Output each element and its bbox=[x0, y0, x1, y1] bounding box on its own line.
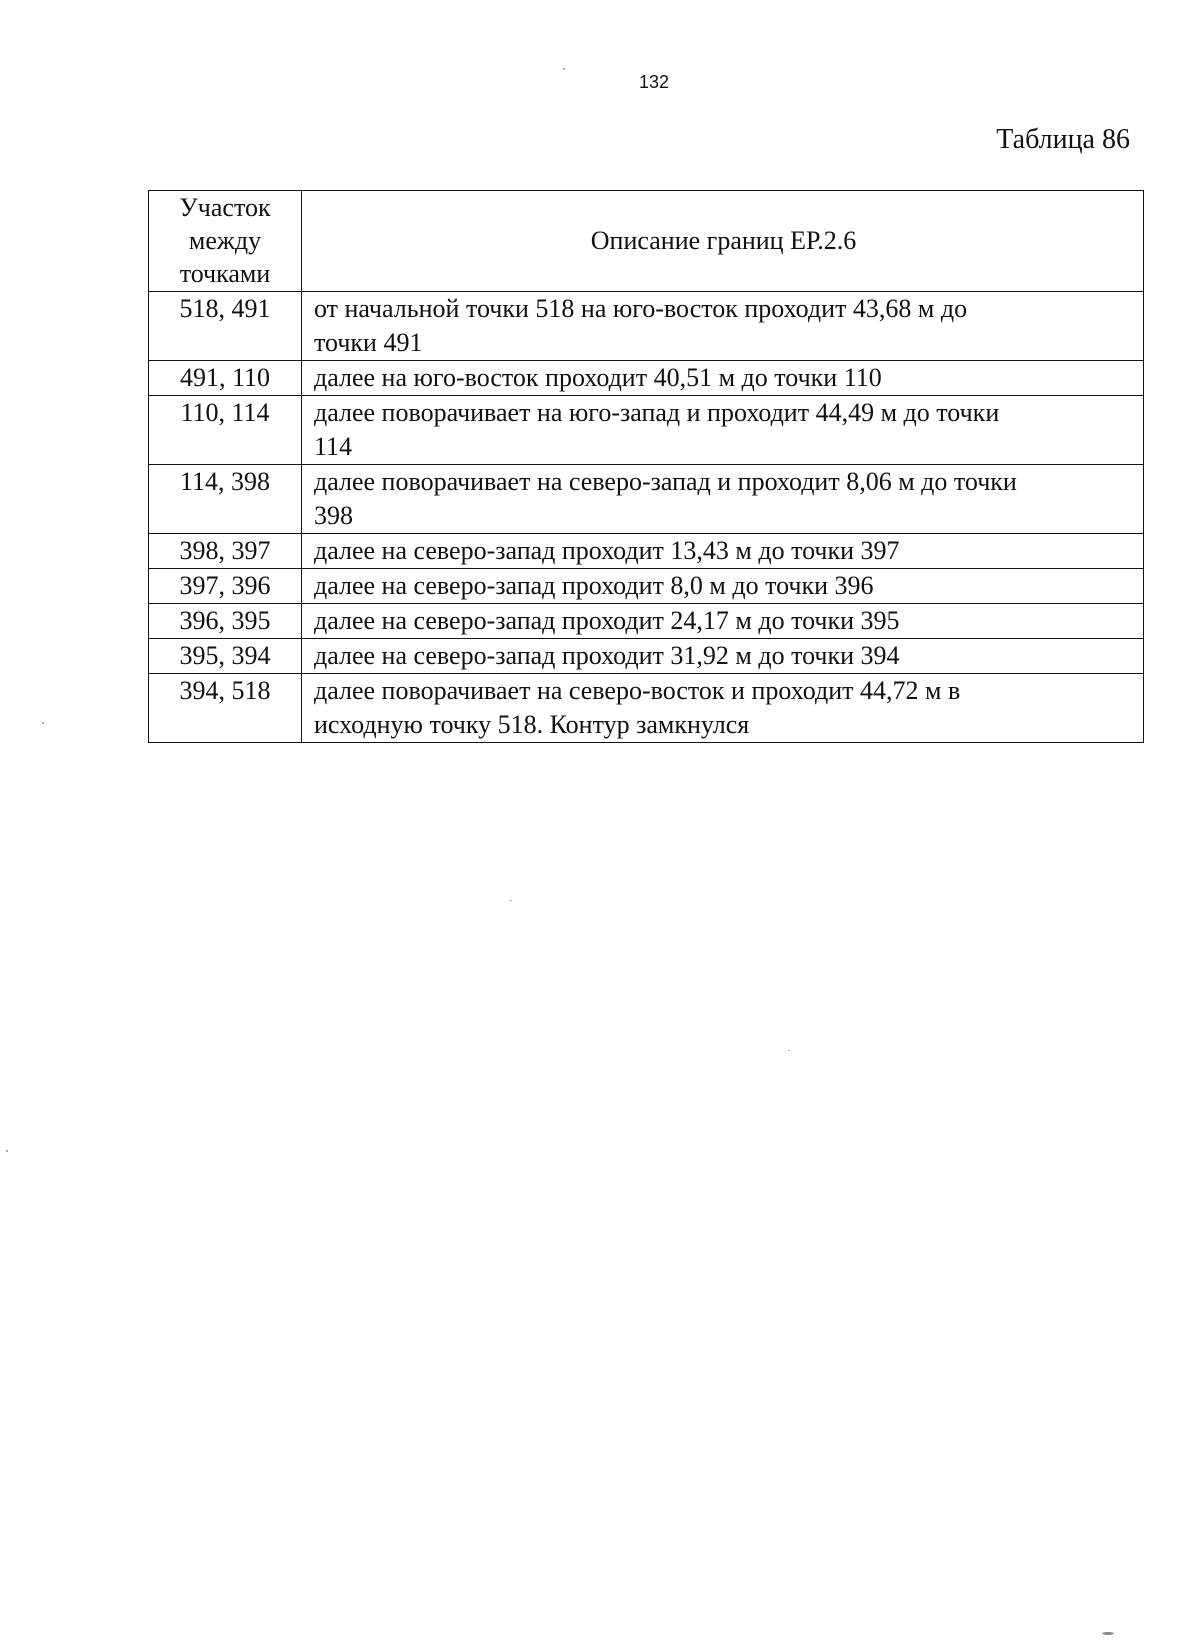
description-cell bbox=[302, 361, 1144, 396]
header-segment: Участок между точками bbox=[149, 191, 302, 292]
segment-cell: 110, 114 bbox=[149, 396, 302, 465]
scan-speck bbox=[510, 900, 512, 901]
description-cell bbox=[302, 465, 1144, 534]
description-text: от начальной точки 518 на юго-восток проходит 43,68 м до точки 491 bbox=[314, 294, 968, 357]
scan-speck bbox=[42, 722, 44, 724]
description-cell bbox=[302, 604, 1144, 639]
table-row bbox=[149, 674, 1144, 743]
description-text: далее на северо-запад проходит 13,43 м до точки 397 bbox=[314, 536, 900, 565]
description-cell bbox=[302, 396, 1144, 465]
table-row bbox=[149, 292, 1144, 361]
description-cell bbox=[302, 534, 1144, 569]
description-cell bbox=[302, 292, 1144, 361]
table-row bbox=[149, 604, 1144, 639]
boundary-table bbox=[148, 190, 1144, 743]
segment-cell: 394, 518 bbox=[149, 674, 302, 743]
segment-cell: 518, 491 bbox=[149, 292, 302, 361]
table-header-row bbox=[149, 191, 1144, 292]
scan-speck bbox=[563, 68, 565, 70]
table-row bbox=[149, 465, 1144, 534]
description-cell bbox=[302, 674, 1144, 743]
description-cell bbox=[302, 569, 1144, 604]
page-number: 132 bbox=[638, 72, 670, 92]
segment-cell: 398, 397 bbox=[149, 534, 302, 569]
table-row bbox=[149, 361, 1144, 396]
scan-speck bbox=[6, 1150, 8, 1152]
table-row bbox=[149, 639, 1144, 674]
table-row bbox=[149, 396, 1144, 465]
description-text: далее поворачивает на юго-запад и проходит 44,49 м до точки 114 bbox=[314, 398, 1000, 461]
segment-cell: 397, 396 bbox=[149, 569, 302, 604]
description-text: далее на юго-восток проходит 40,51 м до точки 110 bbox=[314, 363, 882, 392]
table-row bbox=[149, 534, 1144, 569]
description-text: далее на северо-запад проходит 24,17 м до точки 395 bbox=[314, 606, 900, 635]
table-row bbox=[149, 569, 1144, 604]
description-text: далее на северо-запад проходит 8,0 м до точки 396 bbox=[314, 571, 874, 600]
segment-cell: 396, 395 bbox=[149, 604, 302, 639]
description-text: далее поворачивает на северо-запад и проходит 8,06 м до точки 398 bbox=[314, 467, 1017, 530]
description-text: далее на северо-запад проходит 31,92 м до точки 394 bbox=[314, 641, 900, 670]
header-description: Описание границ ЕР.2.6 bbox=[302, 191, 1144, 292]
table-caption: Таблица 86 bbox=[996, 124, 1130, 155]
description-text: далее поворачивает на северо-восток и проходит 44,72 м в исходную точку 518. Контур замкнулся bbox=[314, 676, 961, 739]
segment-cell: 395, 394 bbox=[149, 639, 302, 674]
segment-cell: 491, 110 bbox=[149, 361, 302, 396]
description-cell bbox=[302, 639, 1144, 674]
segment-cell: 114, 398 bbox=[149, 465, 302, 534]
scan-speck bbox=[788, 1050, 790, 1051]
scan-speck bbox=[1102, 1632, 1114, 1635]
